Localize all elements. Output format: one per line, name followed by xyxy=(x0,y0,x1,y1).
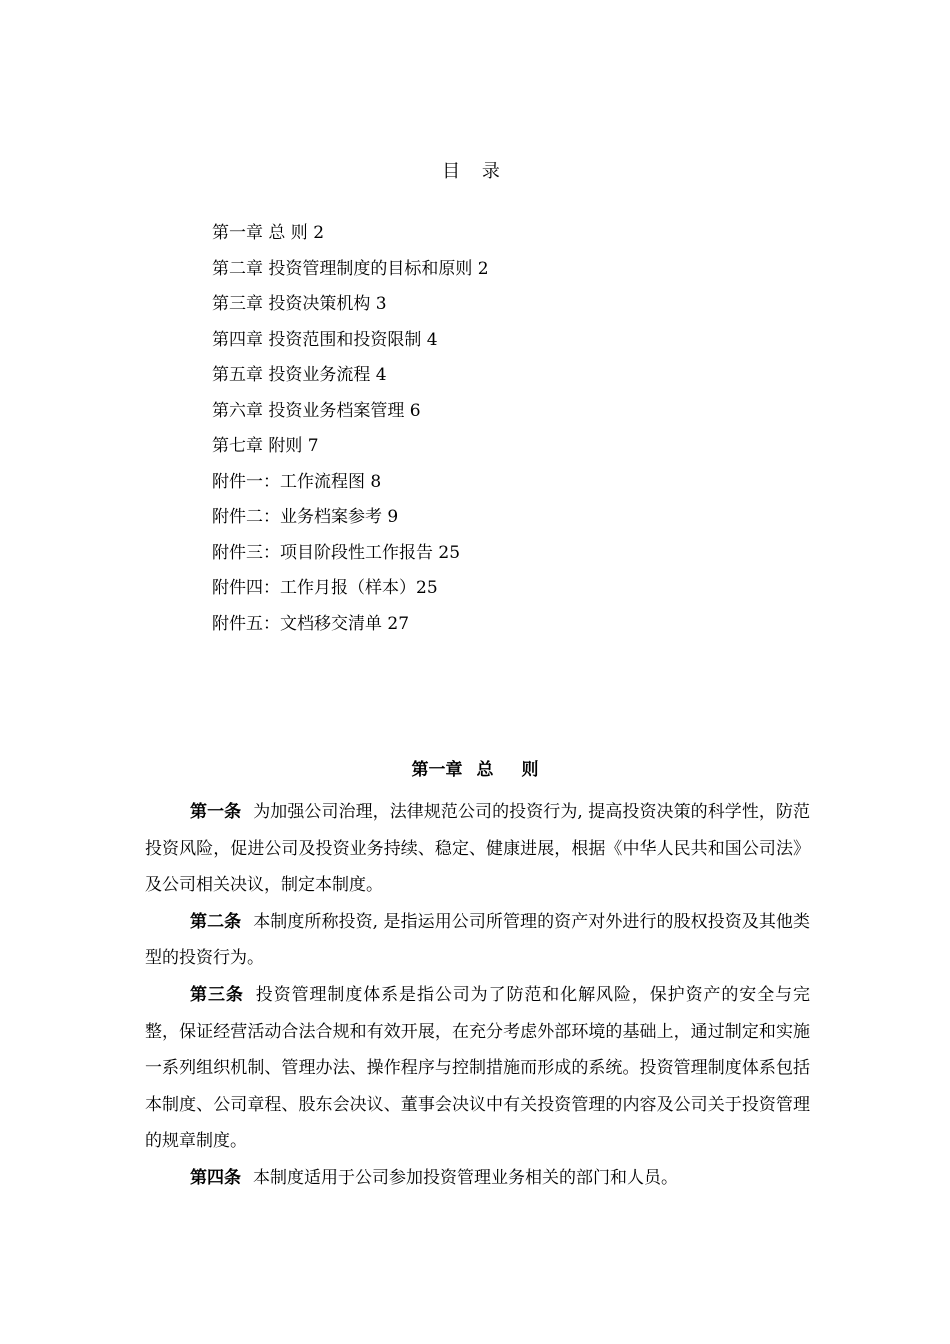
toc-list xyxy=(212,216,772,642)
article-text: 为加强公司治理，法律规范公司的投资行为, 提高投资决策的科学性，防范投资风险，促进公司及投资业务持续、稳定、健康进展，根据《中华人民共和国公司法》及公司相关决议，制定本制度。 xyxy=(145,802,810,896)
article-text: 本制度适用于公司参加投资管理业务相关的部门和人员。 xyxy=(253,1167,679,1188)
toc-item[interactable]: 第七章 附则 7 xyxy=(212,436,319,456)
article-label: 第一条 xyxy=(190,802,242,822)
toc-item[interactable]: 第二章 投资管理制度的目标和原则 2 xyxy=(212,258,489,279)
article-paragraph xyxy=(145,1160,810,1197)
toc-item[interactable]: 第五章 投资业务流程 4 xyxy=(212,365,387,385)
toc-item[interactable]: 附件四：工作月报（样本）25 xyxy=(212,578,438,598)
article-paragraph xyxy=(145,794,810,904)
chapter-title-word-1: 总 xyxy=(476,760,494,780)
toc-item[interactable]: 附件二：业务档案参考 9 xyxy=(212,507,399,527)
article-paragraph xyxy=(145,904,810,977)
article-text: 投资管理制度体系是指公司为了防范和化解风险，保护资产的安全与完整，保证经营活动合法合规和有效开展，在充分考虑外部环境的基础上，通过制定和实施一系列组织机制、管理办法、操作程序与控制措施而形成的系统。投资管理制度体系包括本制度、公司章程、股东会决议、董事会决议中有关投资管理的内容及公司关于投资管理的规章制度。 xyxy=(145,984,811,1152)
toc-item[interactable]: 第三章 投资决策机构 3 xyxy=(212,294,387,314)
toc-title: 目 录 xyxy=(442,161,508,182)
toc-item[interactable]: 第四章 投资范围和投资限制 4 xyxy=(212,329,438,350)
chapter-title xyxy=(0,756,950,784)
toc-item[interactable]: 附件五：文档移交清单 27 xyxy=(212,613,410,634)
article-label: 第四条 xyxy=(190,1167,242,1188)
toc-item[interactable]: 附件一：工作流程图 8 xyxy=(212,471,382,492)
toc-item[interactable]: 第一章 总 则 2 xyxy=(212,223,325,243)
article-paragraph xyxy=(145,977,810,1160)
article-label: 第二条 xyxy=(190,911,242,932)
chapter-number: 第一章 xyxy=(411,760,463,780)
article-text: 本制度所称投资, 是指运用公司所管理的资产对外进行的股权投资及其他类型的投资行为。 xyxy=(145,911,810,969)
toc-item[interactable]: 第六章 投资业务档案管理 6 xyxy=(212,400,421,421)
article-label: 第三条 xyxy=(190,984,244,1005)
chapter-body xyxy=(145,794,810,1197)
chapter-title-word-2: 则 xyxy=(521,760,539,780)
toc-item[interactable]: 附件三：项目阶段性工作报告 25 xyxy=(212,542,461,563)
